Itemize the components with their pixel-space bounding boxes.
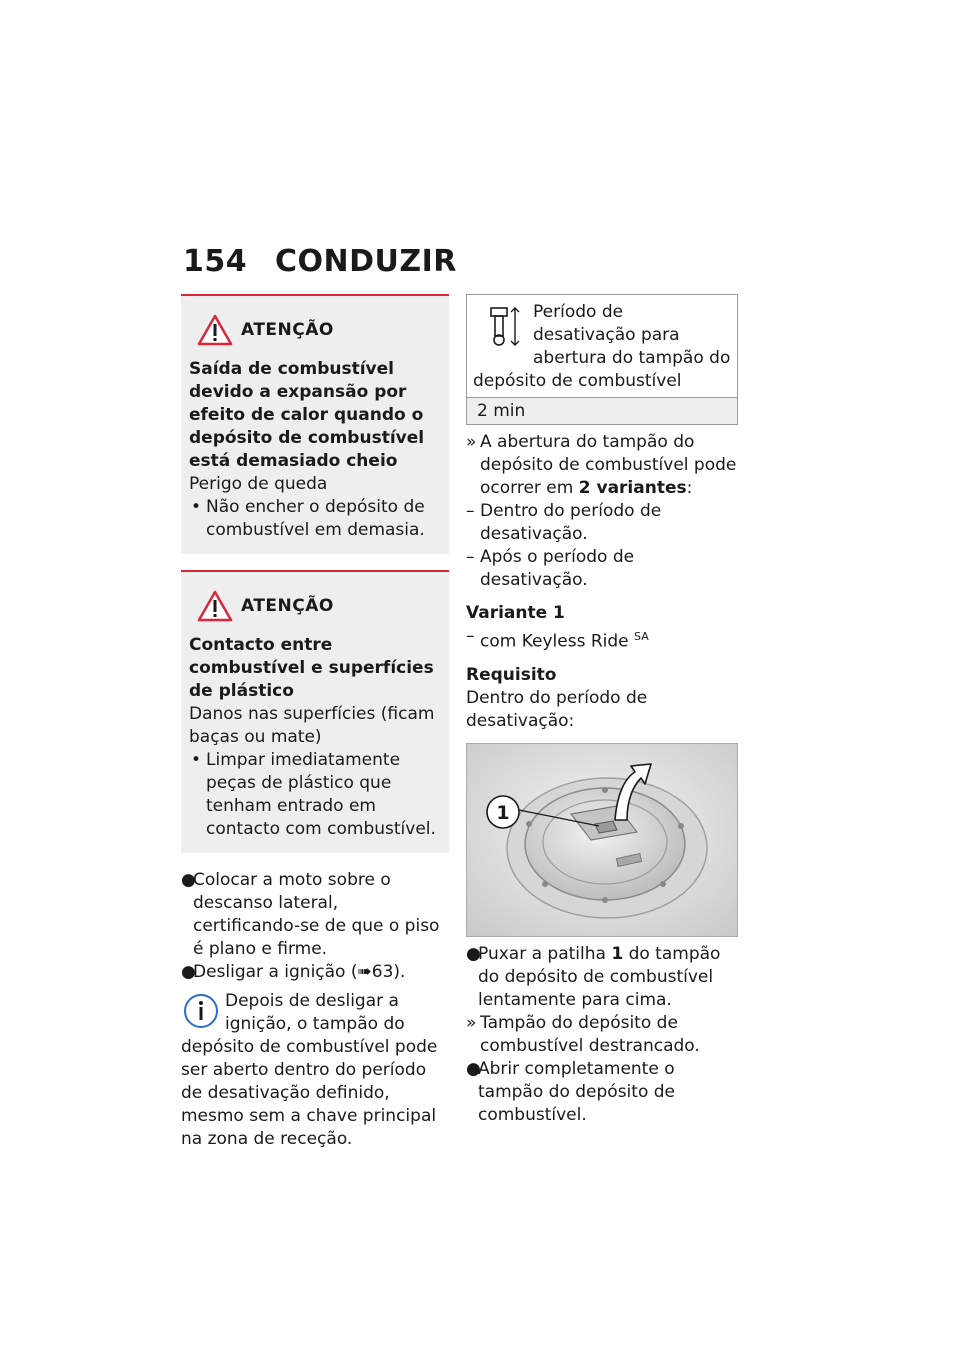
variant1-condition: – com Keyless Ride $^{SA}$ bbox=[466, 626, 649, 652]
step-pull-tab: ● Puxar a patilha 1 do tampão do depósito de combustível lentamente para cima. bbox=[466, 943, 721, 1010]
step-open-cap: ● Abrir completamente o tampão do depósito de combustível. bbox=[466, 1058, 675, 1125]
page-ref-arrow-icon: ➠ bbox=[357, 962, 372, 982]
warning-triangle-icon bbox=[197, 590, 233, 622]
warning-action: • Limpar imediatamente peças de plástico que tenham entrado em contacto com combustível. bbox=[189, 749, 441, 841]
warning-title: ATENÇÃO bbox=[241, 320, 334, 340]
section-title: CONDUZIR bbox=[275, 244, 457, 279]
fuel-cap-figure bbox=[466, 743, 738, 937]
warning-triangle-icon bbox=[197, 314, 233, 346]
info-icon bbox=[181, 992, 221, 1030]
step-ignition-off: ● Desligar a ignição (➠63). bbox=[181, 962, 406, 982]
result-variants: » A abertura do tampão do depósito de combustível pode ocorrer em 2 variantes: bbox=[466, 432, 737, 498]
callout-1-label: 1 bbox=[496, 801, 510, 824]
warning-risk: Danos nas superfícies (ficam baças ou mate) bbox=[189, 704, 435, 747]
page-header bbox=[183, 244, 457, 279]
variant-within-period: – Dentro do período de desativação. bbox=[466, 501, 662, 544]
warning-heading: Saída de combustível devido a expansão por efeito de calor quando o depósito de combustível está demasiado cheio bbox=[189, 359, 425, 471]
spec-value: 2 min bbox=[467, 397, 737, 424]
page-reference[interactable]: 63 bbox=[371, 962, 394, 982]
spec-box bbox=[466, 294, 738, 425]
requirement-title: Requisito bbox=[466, 664, 557, 685]
warning-box-plastic-contact bbox=[181, 570, 449, 853]
warning-title: ATENÇÃO bbox=[241, 596, 334, 616]
sa-badge: SA bbox=[634, 630, 649, 643]
result-unlocked: » Tampão do depósito de combustível destrancado. bbox=[466, 1012, 700, 1056]
requirement-text: Dentro do período de desativação: bbox=[466, 687, 648, 731]
warning-action: • Não encher o depósito de combustível em demasia. bbox=[189, 496, 441, 542]
info-note: Depois de desligar a ignição, o tampão do depósito de combustível pode ser aberto dentro do período de desativação definido, mesmo sem a chave principal na zona de receção. bbox=[181, 991, 438, 1149]
warning-heading: Contacto entre combustível e superfícies de plástico bbox=[189, 635, 434, 701]
left-column bbox=[181, 294, 449, 1151]
page-number: 154 bbox=[183, 244, 248, 279]
right-column bbox=[466, 294, 738, 1127]
step-side-stand: ● Colocar a moto sobre o descanso lateral, certificando-se de que o piso é plano e firme. bbox=[181, 870, 440, 959]
spec-label: Período de desativação para abertura do tampão do depósito de combustível bbox=[473, 302, 731, 391]
warning-risk: Perigo de queda bbox=[189, 474, 328, 494]
variant1-title: Variante 1 bbox=[466, 603, 565, 623]
variant-after-period: – Após o período de desativação. bbox=[466, 547, 635, 590]
warning-box-fuel-expansion bbox=[181, 294, 449, 554]
piston-spec-icon bbox=[481, 305, 525, 349]
